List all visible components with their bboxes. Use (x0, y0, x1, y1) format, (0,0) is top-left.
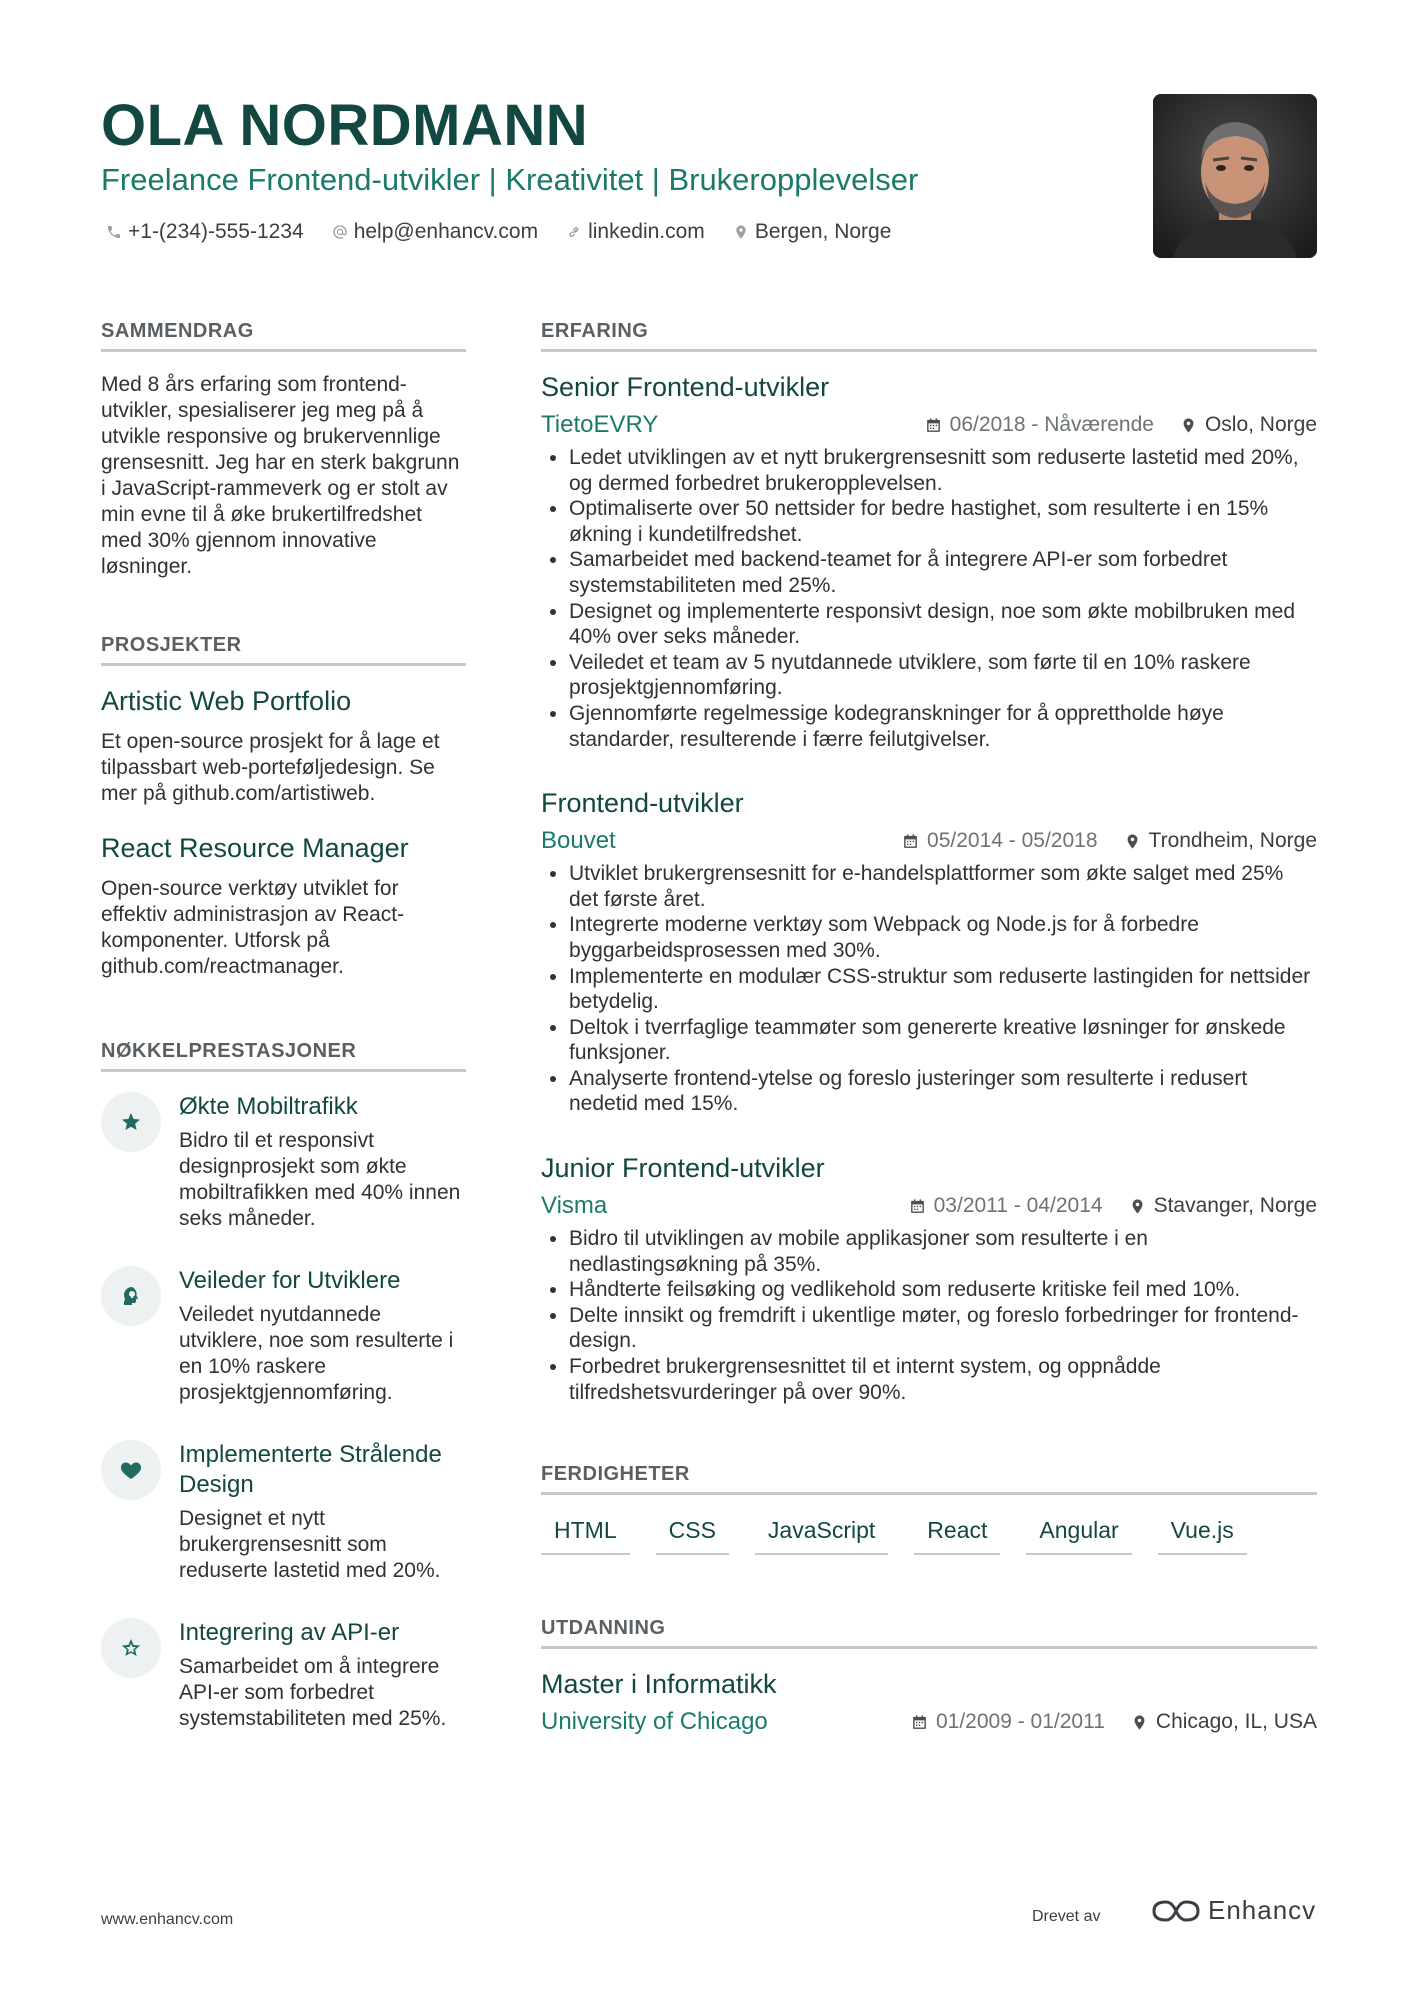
infinity-logo-icon (1152, 1896, 1200, 1926)
bullet-item: • Designet og implementerte responsivt design, noe som økte mobilbruken med 40% over seks måneder. (569, 599, 1317, 650)
location-pin-icon (733, 224, 749, 240)
education-meta (541, 1708, 1317, 1736)
dates-text: 06/2018 - Nåværende (949, 413, 1154, 436)
project-item (101, 686, 466, 807)
achievement-description: Designet et nytt brukergrensesnitt som reduserte lastetid med 20%. (179, 1507, 441, 1582)
contact-phone[interactable] (106, 220, 304, 244)
star-sparkle-icon (101, 1092, 161, 1152)
headline: Freelance Frontend-utvikler | Kreativitet | Brukeropplevelser (101, 162, 919, 197)
calendar-icon (911, 1714, 928, 1731)
at-icon (332, 224, 348, 240)
summary-heading: SAMMENDRAG (101, 320, 466, 352)
achievement-description: Veiledet nyutdannede utviklere, noe som resulterte i en 10% raskere prosjektgjennomføring. (179, 1303, 454, 1404)
bullet-item: • Delte innsikt og fremdrift i ukentlige møter, og foreslo forbedringer for frontend-design. (569, 1303, 1317, 1354)
calendar-icon (902, 833, 919, 850)
job-dates (902, 829, 1097, 853)
right-column (541, 320, 1317, 1742)
link-icon (566, 224, 582, 240)
school-name: University of Chicago (541, 1708, 768, 1736)
skills-list (541, 1515, 1317, 1555)
job-title: Junior Frontend-utvikler (541, 1153, 825, 1184)
bullet-item: • Deltok i tverrfaglige teammøter som genererte kreative løsninger for ønskede funksjoner. (569, 1015, 1317, 1066)
profile-photo (1153, 94, 1317, 258)
company-name: Visma (541, 1192, 608, 1220)
skills-heading: FERDIGHETER (541, 1463, 1317, 1495)
bullet-item: • Forbedret brukergrensesnittet til et internt system, og oppnådde tilfredshetsvurderinger på over 90%. (569, 1354, 1317, 1405)
bullet-item: • Integrerte moderne verktøy som Webpack og Node.js for å forbedre byggarbeidsprosessen med 30%. (569, 912, 1317, 963)
linkedin-text: linkedin.com (588, 220, 705, 243)
skill-tag: Angular (1026, 1515, 1131, 1555)
achievement-description: Samarbeidet om å integrere API-er som forbedret systemstabiliteten med 25%. (179, 1655, 447, 1730)
job-meta (541, 827, 1317, 855)
location-text: Oslo, Norge (1204, 413, 1317, 436)
location-text: Chicago, IL, USA (1155, 1710, 1317, 1734)
brand-name: Enhancv (1208, 1895, 1317, 1925)
experience-section (541, 320, 1317, 1405)
dates-text: 05/2014 - 05/2018 (927, 829, 1098, 853)
achievement-item (101, 1440, 466, 1584)
bullet-item: • Samarbeidet med backend-teamet for å integrere API-er som forbedret systemstabiliteten med 25%. (569, 547, 1317, 598)
projects-section (101, 634, 466, 980)
contact-bar (106, 220, 891, 244)
location-text: Stavanger, Norge (1153, 1194, 1317, 1218)
bullet-item: • Utviklet brukergrensesnitt for e-handelsplattformer som økte salget med 25% det første året. (569, 861, 1317, 912)
skills-section (541, 1463, 1317, 1555)
achievement-item (101, 1266, 466, 1406)
email-text: help@enhancv.com (353, 220, 539, 243)
job-title: Frontend-utvikler (541, 788, 744, 819)
phone-text: +1-(234)-555-1234 (128, 220, 304, 243)
company-name: Bouvet (541, 827, 616, 855)
project-description: Et open-source prosjekt for å lage et tilpassbart web-porteføljedesign. Se mer på github.com/artistiweb. (101, 730, 440, 805)
job-meta-details (925, 413, 1317, 437)
education-heading: UTDANNING (541, 1617, 1317, 1649)
portrait-image (1153, 94, 1317, 258)
job-location (1129, 1194, 1317, 1218)
education-dates (911, 1710, 1105, 1734)
enhancv-logo[interactable] (1152, 1895, 1316, 1926)
achievements-section (101, 1040, 466, 1732)
candidate-name: OLA NORDMANN (101, 93, 589, 158)
head-idea-icon (101, 1266, 161, 1326)
job-entry (541, 372, 1317, 752)
job-bullets (541, 1226, 1317, 1405)
bullet-item: • Analyserte frontend-ytelse og foreslo justeringer som resulterte i redusert nedetid med 15%. (569, 1066, 1317, 1117)
contact-location (733, 220, 892, 244)
calendar-icon (925, 417, 942, 434)
bullet-item: • Optimaliserte over 50 nettsider for bedre hastighet, som resulterte i en 15% økning i kundetilfredshet. (569, 496, 1317, 547)
job-dates (925, 413, 1154, 437)
bullet-item: • Gjennomførte regelmessige kodegranskninger for å opprettholde høye standarder, resulterende i færre feilutgivelser. (569, 701, 1317, 752)
project-description: Open-source verktøy utviklet for effektiv administrasjon av React-komponenter. Utforsk på github.com/reactmanager. (101, 877, 405, 978)
location-text: Bergen, Norge (754, 220, 892, 243)
contact-email[interactable] (332, 220, 538, 244)
phone-icon (106, 224, 122, 240)
job-bullets (541, 445, 1317, 752)
job-location (1180, 413, 1317, 437)
location-pin-icon (1129, 1198, 1146, 1215)
skill-tag: JavaScript (755, 1515, 888, 1555)
achievements-heading: NØKKELPRESTASJONER (101, 1040, 466, 1072)
project-title: Artistic Web Portfolio (101, 686, 352, 716)
summary-section (101, 320, 466, 580)
achievement-description: Bidro til et responsivt designprosjekt som økte mobiltrafikken med 40% innen seks måneder. (179, 1129, 461, 1230)
bullet-item: • Ledet utviklingen av et nytt brukergrensesnitt som reduserte lastetid med 20%, og dermed forbedret brukeropplevelsen. (569, 445, 1317, 496)
footer-url[interactable]: www.enhancv.com (101, 1911, 234, 1928)
contact-linkedin[interactable] (566, 220, 705, 244)
job-dates (909, 1194, 1103, 1218)
location-pin-icon (1131, 1714, 1148, 1731)
summary-text: Med 8 års erfaring som frontend-utvikler, spesialiserer jeg meg på å utvikle responsive og brukervennlige grensesnitt. Jeg har en sterk bakgrunn i JavaScript-rammeverk og er stolt av min evne til å øke brukertilfredshet med 30% gjennom innovative løsninger. (101, 373, 460, 578)
skill-tag: HTML (541, 1515, 630, 1555)
project-item (101, 833, 466, 980)
bullet-item: • Veiledet et team av 5 nyutdannede utviklere, som førte til en 10% raskere prosjektgjennomføring. (569, 650, 1317, 701)
bullet-item: • Håndterte feilsøking og vedlikehold som reduserte kritiske feil med 10%. (569, 1277, 1317, 1303)
footer-powered-by: Drevet av (1032, 1908, 1101, 1925)
location-pin-icon (1180, 417, 1197, 434)
bullet-item: • Bidro til utviklingen av mobile applikasjoner som resulterte i en nedlastingsøkning på 35%. (569, 1226, 1317, 1277)
job-title: Senior Frontend-utvikler (541, 372, 830, 402)
skill-tag: Vue.js (1158, 1515, 1247, 1555)
skill-tag: React (914, 1515, 1000, 1555)
job-location (1124, 829, 1317, 853)
job-entry (541, 1153, 1317, 1405)
job-meta (541, 411, 1317, 439)
location-text: Trondheim, Norge (1148, 829, 1317, 853)
star-outline-icon (101, 1618, 161, 1678)
projects-heading: PROSJEKTER (101, 634, 466, 666)
left-column (101, 320, 466, 1766)
job-meta-details (902, 829, 1317, 853)
dates-text: 03/2011 - 04/2014 (933, 1194, 1103, 1218)
location-pin-icon (1124, 833, 1141, 850)
education-meta-details (911, 1710, 1317, 1734)
achievement-title: Integrering av API-er (179, 1619, 400, 1646)
calendar-icon (909, 1198, 926, 1215)
achievement-title: Økte Mobiltrafikk (179, 1093, 358, 1120)
experience-heading: ERFARING (541, 320, 1317, 352)
job-meta (541, 1192, 1317, 1220)
degree-title: Master i Informatikk (541, 1669, 777, 1700)
skill-tag: CSS (656, 1515, 729, 1555)
achievement-item (101, 1618, 466, 1732)
achievement-title: Implementerte Strålende Design (179, 1441, 442, 1498)
dates-text: 01/2009 - 01/2011 (935, 1710, 1105, 1734)
job-entry (541, 788, 1317, 1117)
job-bullets (541, 861, 1317, 1117)
education-location (1131, 1710, 1317, 1734)
project-title: React Resource Manager (101, 833, 409, 863)
heart-icon (101, 1440, 161, 1500)
bullet-item: • Implementerte en modulær CSS-struktur som reduserte lastingiden for nettsider betydelig. (569, 964, 1317, 1015)
achievement-item (101, 1092, 466, 1232)
achievement-title: Veileder for Utviklere (179, 1267, 401, 1294)
job-meta-details (909, 1194, 1317, 1218)
company-name: TietoEVRY (541, 411, 659, 438)
education-section (541, 1617, 1317, 1736)
